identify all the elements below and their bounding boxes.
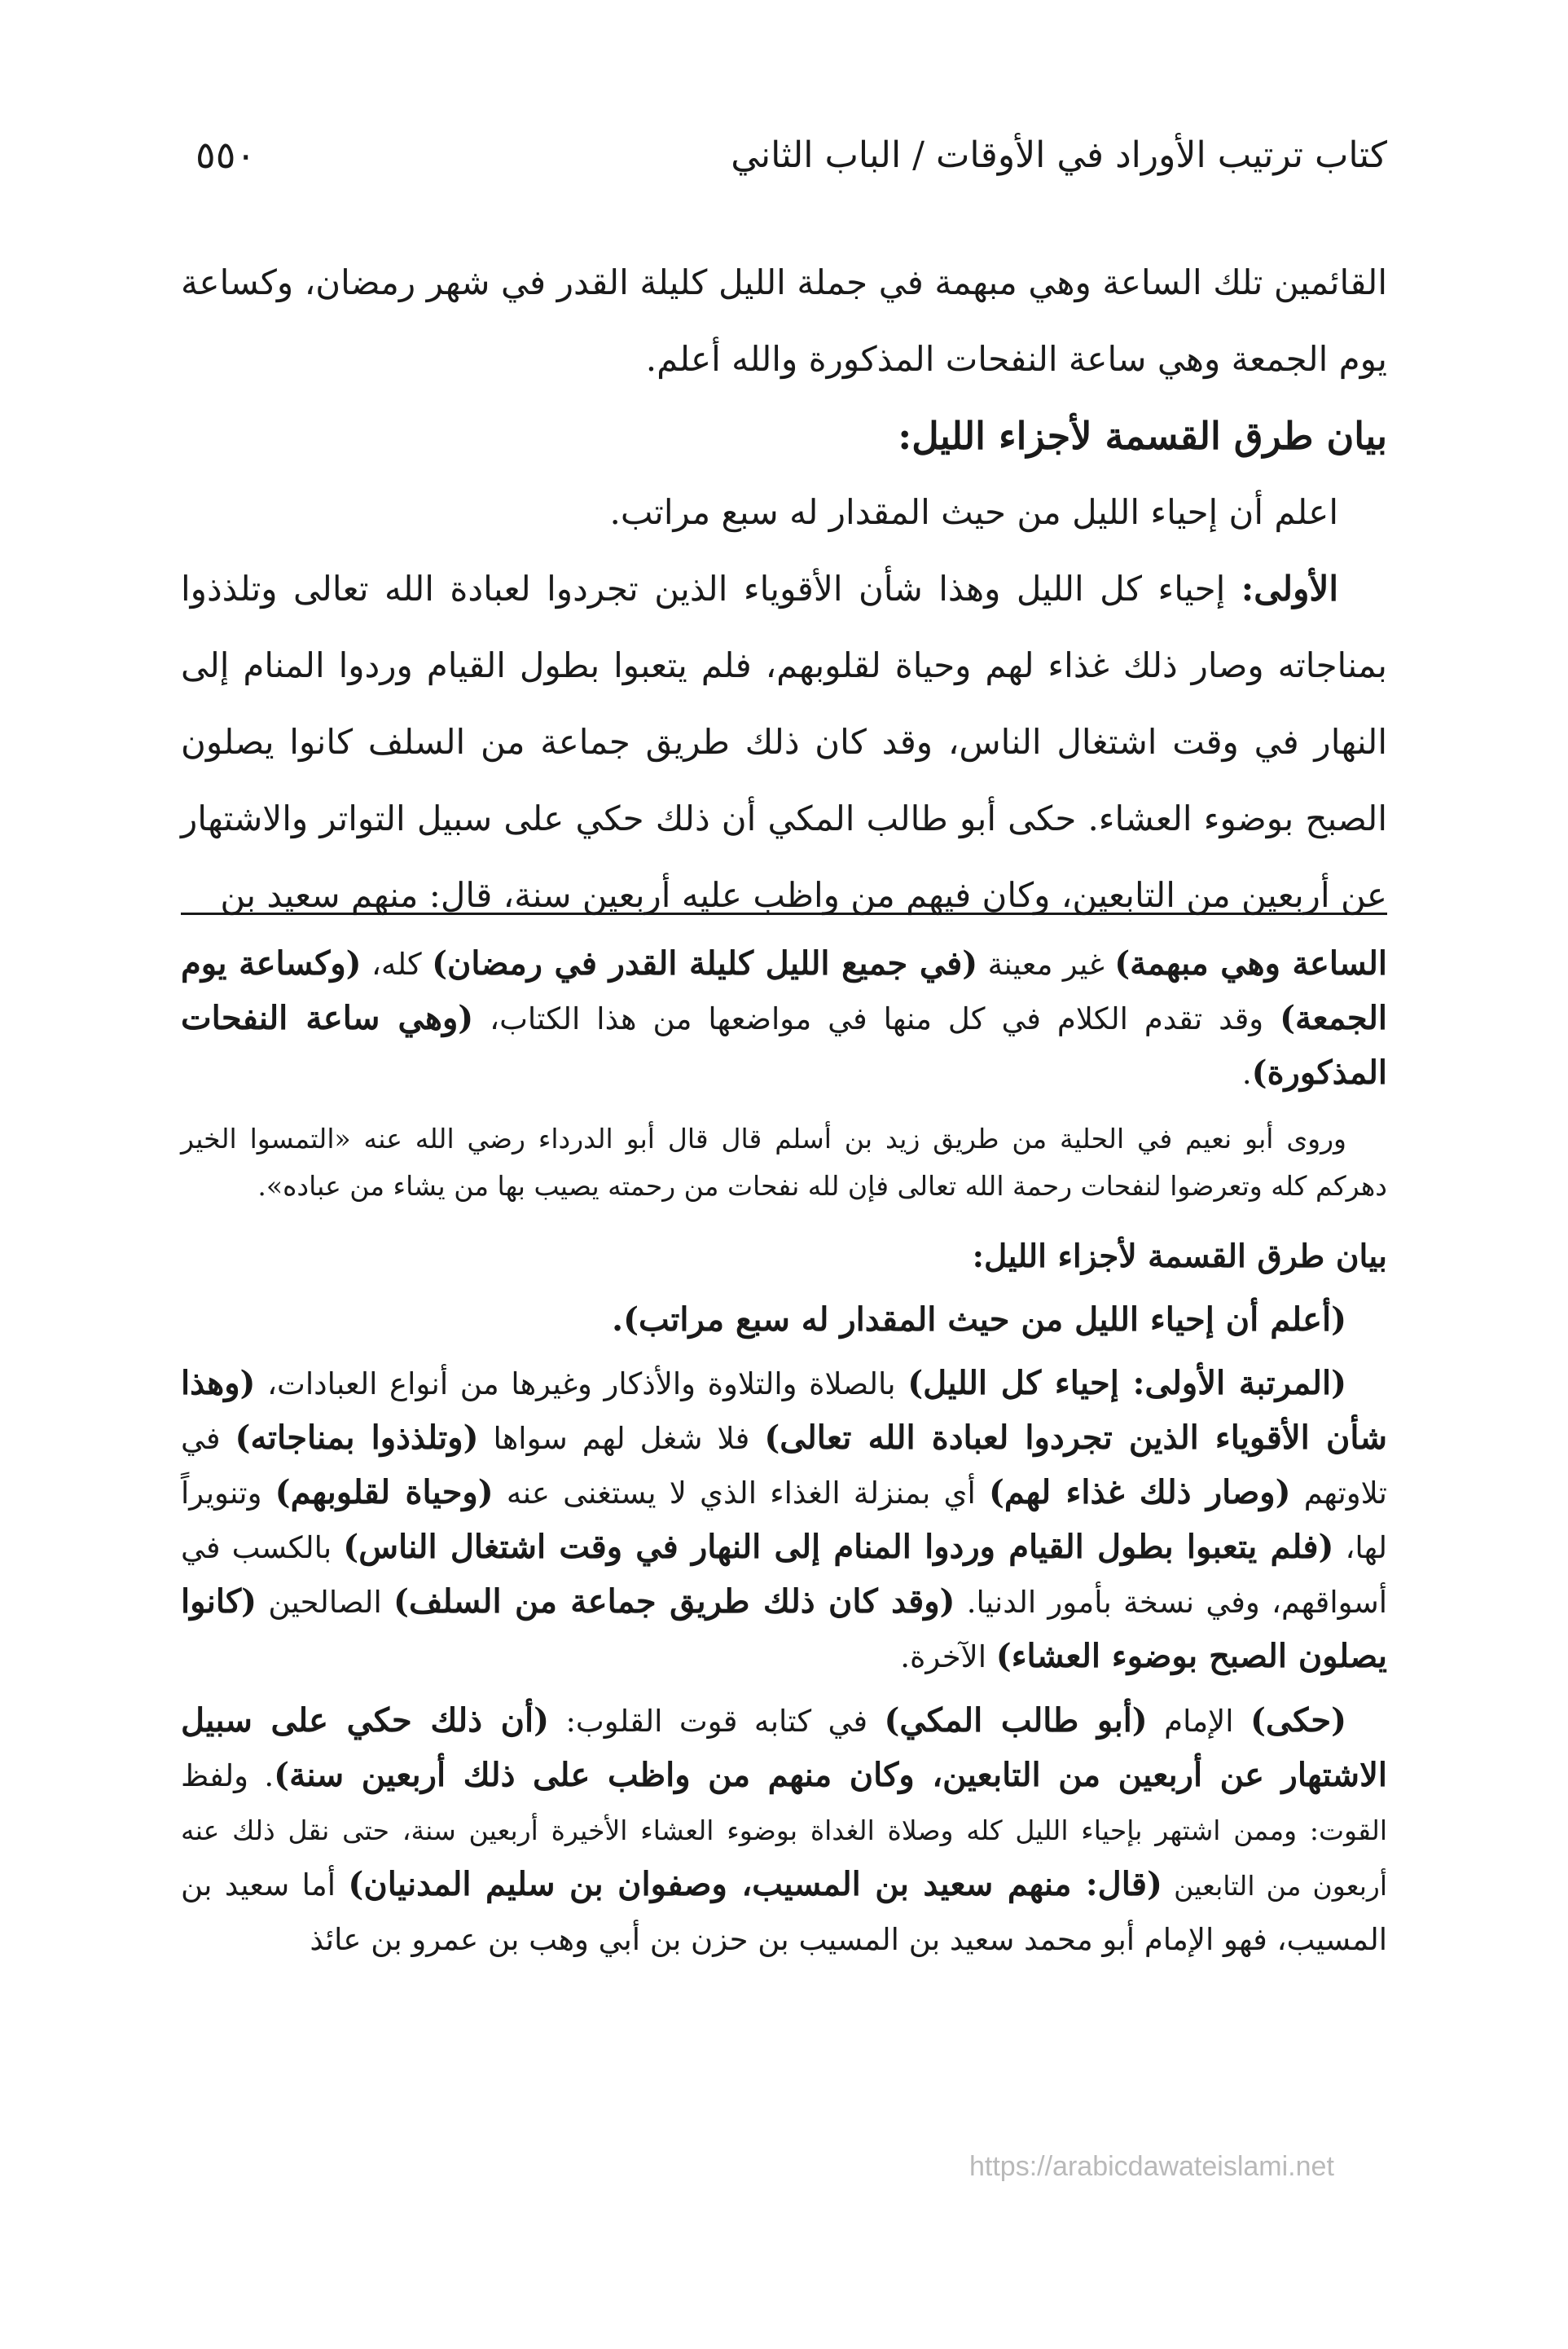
main-paragraph bbox=[181, 551, 1387, 934]
paragraph-text: إحياء كل الليل وهذا شأن الأقوياء الذين تجردوا لعبادة الله تعالى وتلذذوا بمناجاته وصار ذلك غذاء لهم وحياة لقلوبهم، فلم يتعبوا بطول القيام وردوا المنام إلى النهار في وقت اشتغال الناس، وقد كان ذلك طريق جماعة من السلف كانوا يصلون الصبح بوضوء العشاء. حكى أبو طالب المكي أن ذلك حكي على سبيل التواتر والاشتهار عن أربعين من التابعين، وكان فيهم من واظب عليه أربعين سنة، قال: منهم سعيد بن bbox=[181, 569, 1387, 915]
commentary-segment: الصالحين bbox=[257, 1585, 394, 1620]
paragraph-lead: الأولى: bbox=[1241, 569, 1338, 609]
hadith-quote: وروى أبو نعيم في الحلية من طريق زيد بن أسلم قال قال أبو الدرداء رضي الله عنه «التمسوا الخير دهركم كله وتعرضوا لنفحات رحمة الله تعالى فإن لله نفحات من رحمته يصيب بها من يشاء من عباده». bbox=[181, 1123, 1387, 1202]
bold-matn-segment: (المرتبة الأولى: إحياء كل الليل) bbox=[907, 1364, 1346, 1402]
watermark-url: https://arabicdawateislami.net bbox=[969, 2151, 1334, 2182]
commentary-section bbox=[181, 937, 1387, 1977]
section-heading: بيان طرق القسمة لأجزاء الليل: bbox=[898, 414, 1387, 458]
commentary-segment: أي بمنزلة الغذاء الذي لا يستغنى عنه bbox=[493, 1476, 989, 1511]
commentary-segment: كله، bbox=[361, 947, 433, 982]
commentary-segment: وقد تقدم الكلام في كل منها في مواضعها من هذا الكتاب، bbox=[473, 1001, 1280, 1036]
bold-matn-segment: (أن ذلك حكي على سبيل الاشتهار عن أربعين من التابعين، وكان منهم من واظب على ذلك أربعين سنة) bbox=[181, 1701, 1387, 1794]
commentary-segment: الإمام bbox=[1147, 1704, 1250, 1739]
page-number: ٥٥٠ bbox=[195, 133, 257, 177]
commentary-segment: في كتابه قوت القلوب: bbox=[549, 1704, 885, 1739]
main-text bbox=[181, 244, 1387, 934]
bold-matn-segment: الساعة وهي مبهمة) bbox=[1114, 944, 1387, 983]
bold-matn-segment: (وهي ساعة النفحات المذكورة) bbox=[181, 999, 1387, 1092]
commentary-paragraph bbox=[181, 937, 1387, 1101]
footnote-divider bbox=[181, 913, 1387, 915]
commentary-segment: فلا شغل لهم سواها bbox=[478, 1421, 765, 1456]
bold-matn-segment: (أبو طالب المكي) bbox=[884, 1701, 1148, 1740]
bold-matn-segment: (في جميع الليل كليلة القدر في رمضان) bbox=[432, 944, 978, 983]
bold-matn-segment: (فلم يتعبوا بطول القيام وردوا المنام إلى النهار في وقت اشتغال الناس) bbox=[343, 1528, 1334, 1566]
commentary-segment: القوت: وممن اشتهر بإحياء الليل كله وصلاة الغداة بوضوء العشاء الأخيرة أربعين سنة، حتى نقل ذلك عنه أربعون من التابعين bbox=[181, 1815, 1387, 1902]
bold-matn-segment: (وهذا شأن الأقوياء الذين تجردوا لعبادة الله تعالى) bbox=[181, 1364, 1388, 1457]
commentary-paragraph: (أعلم أن إحياء الليل من حيث المقدار له سبع مراتب). bbox=[612, 1300, 1346, 1339]
commentary-segment: غير معينة bbox=[977, 947, 1115, 982]
running-title: كتاب ترتيب الأوراد في الأوقات / الباب الثاني bbox=[731, 134, 1387, 176]
commentary-segment: بالصلاة والتلاوة والأذكار وغيرها من أنواع العبادات، bbox=[255, 1366, 908, 1401]
main-paragraph: اعلم أن إحياء الليل من حيث المقدار له سبع مراتب. bbox=[609, 492, 1338, 532]
bold-matn-segment: (وتلذذوا بمناجاته) bbox=[235, 1419, 479, 1457]
commentary-heading: بيان طرق القسمة لأجزاء الليل: bbox=[972, 1238, 1387, 1275]
bold-matn-segment: (قال: منهم سعيد بن المسيب، وصفوان بن سليم المدنيان) bbox=[348, 1865, 1162, 1903]
commentary-segment: بالكسب في أسواقهم، وفي نسخة بأمور الدنيا. bbox=[181, 1530, 1387, 1620]
commentary-segment: . bbox=[1241, 1056, 1252, 1091]
running-header bbox=[195, 122, 1387, 187]
commentary-segment: الآخرة. bbox=[900, 1639, 996, 1674]
commentary-segment: . ولفظ bbox=[181, 1758, 275, 1793]
bold-matn-segment: (كانوا يصلون الصبح بوضوء العشاء) bbox=[181, 1582, 1387, 1675]
bold-matn-segment: (وكساعة يوم الجمعة) bbox=[181, 944, 1387, 1037]
commentary-segment: أما سعيد بن المسيب، فهو الإمام أبو محمد سعيد بن المسيب بن حزن بن أبي وهب بن عمرو بن عائذ bbox=[181, 1867, 1387, 1957]
main-paragraph: القائمين تلك الساعة وهي مبهمة في جملة الليل كليلة القدر في شهر رمضان، وكساعة يوم الجمعة وهي ساعة النفحات المذكورة والله أعلم. bbox=[181, 262, 1387, 379]
commentary-paragraph bbox=[181, 1694, 1387, 1967]
bold-matn-segment: (حكى) bbox=[1250, 1701, 1346, 1740]
bold-matn-segment: (وقد كان ذلك طريق جماعة من السلف) bbox=[393, 1582, 955, 1621]
bold-matn-segment: (وحياة لقلوبهم) bbox=[275, 1473, 494, 1511]
commentary-segment: في تلاوتهم bbox=[181, 1421, 1387, 1511]
commentary-paragraph bbox=[181, 1357, 1387, 1684]
bold-matn-segment: (وصار ذلك غذاء لهم) bbox=[988, 1473, 1291, 1511]
commentary-segment: وتنويراً لها، bbox=[181, 1476, 1388, 1565]
